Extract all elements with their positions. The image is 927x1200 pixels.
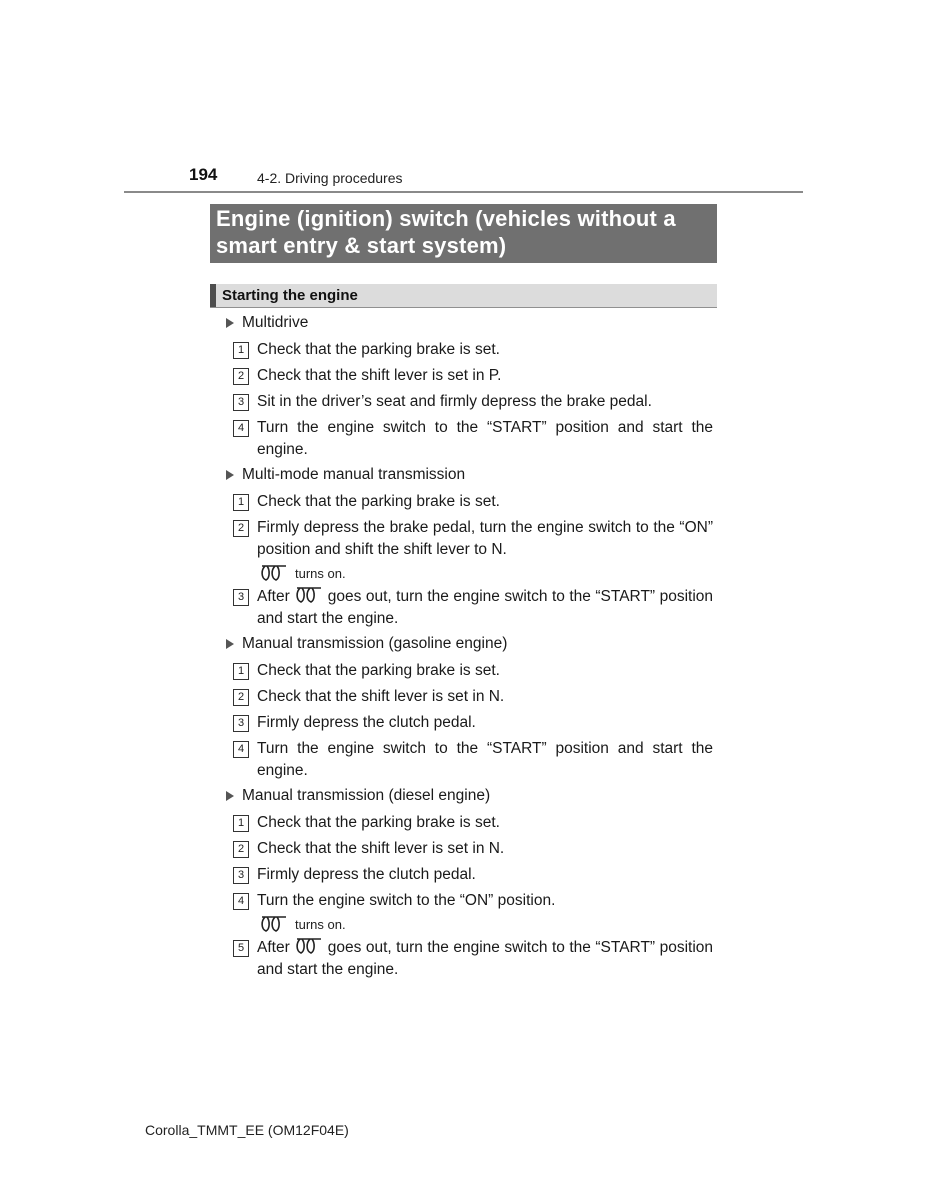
step <box>233 517 713 561</box>
step <box>233 339 713 361</box>
section-label: 4-2. Driving procedures <box>257 170 403 186</box>
step-number: 3 <box>233 715 249 732</box>
subheading-accent <box>210 284 216 307</box>
step-number: 3 <box>233 867 249 884</box>
group-heading-label: Manual transmission (diesel engine) <box>242 787 491 804</box>
step <box>233 491 713 513</box>
step-number: 3 <box>233 589 249 606</box>
group-heading-label: Multi-mode manual transmission <box>242 466 466 483</box>
subheading-bar <box>210 284 717 308</box>
step-text <box>257 586 713 630</box>
step <box>233 417 713 461</box>
group-heading-label: Manual transmission (gasoline engine) <box>242 635 508 652</box>
step-text-before: After <box>257 588 290 605</box>
step-text-after: goes out, turn the engine switch to the “START” position and start the engine. <box>257 939 713 978</box>
step <box>233 686 713 708</box>
step <box>233 738 713 782</box>
step-text-before: After <box>257 939 290 956</box>
glow-plug-indicator-icon <box>259 915 289 933</box>
step-number: 2 <box>233 689 249 706</box>
section-title: Engine (ignition) switch (vehicles without a smart entry & start system) <box>210 204 717 263</box>
step-text: Check that the parking brake is set. <box>257 341 500 358</box>
step-number: 2 <box>233 841 249 858</box>
subheading-title: Starting the engine <box>222 287 358 304</box>
step <box>233 937 713 981</box>
step-number: 2 <box>233 520 249 537</box>
group-heading <box>222 313 713 333</box>
step-text: Check that the shift lever is set in N. <box>257 840 505 857</box>
triangle-bullet-icon <box>226 470 234 480</box>
step <box>233 365 713 387</box>
step <box>233 712 713 734</box>
step-text: Check that the parking brake is set. <box>257 493 500 510</box>
step-text: Check that the shift lever is set in N. <box>257 688 505 705</box>
step-text: Firmly depress the clutch pedal. <box>257 714 476 731</box>
step-text: Firmly depress the clutch pedal. <box>257 866 476 883</box>
indicator-note-text: turns on. <box>295 916 346 932</box>
page-number: 194 <box>189 165 218 184</box>
step <box>233 838 713 860</box>
glow-plug-indicator-icon <box>294 937 324 955</box>
footer-doc-code: Corolla_TMMT_EE (OM12F04E) <box>145 1122 349 1138</box>
indicator-note-text: turns on. <box>295 565 346 581</box>
glow-plug-indicator-icon <box>294 586 324 604</box>
step-number: 1 <box>233 342 249 359</box>
step-number: 3 <box>233 394 249 411</box>
step <box>233 391 713 413</box>
group-heading <box>222 465 713 485</box>
step-number: 4 <box>233 420 249 437</box>
step <box>233 812 713 834</box>
step <box>233 586 713 630</box>
step-text-after: goes out, turn the engine switch to the “START” position and start the engine. <box>257 588 713 627</box>
group-heading <box>222 786 713 806</box>
group-heading-label: Multidrive <box>242 314 309 331</box>
glow-plug-indicator-icon <box>259 564 289 582</box>
triangle-bullet-icon <box>226 791 234 801</box>
header-divider <box>124 191 803 193</box>
step-text: Turn the engine switch to the “START” position and start the engine. <box>257 419 713 458</box>
instructions <box>222 313 713 985</box>
step-number: 4 <box>233 741 249 758</box>
step-text: Turn the engine switch to the “ON” position. <box>257 892 556 909</box>
triangle-bullet-icon <box>226 318 234 328</box>
indicator-note <box>259 563 713 583</box>
triangle-bullet-icon <box>226 639 234 649</box>
step-text: Turn the engine switch to the “START” position and start the engine. <box>257 740 713 779</box>
step-text: Firmly depress the brake pedal, turn the engine switch to the “ON” position and shift the shift lever to N. <box>257 519 713 558</box>
step-text: Check that the parking brake is set. <box>257 814 500 831</box>
step <box>233 890 713 912</box>
group-heading <box>222 634 713 654</box>
step-text <box>257 937 713 981</box>
step-number: 2 <box>233 368 249 385</box>
indicator-note <box>259 914 713 934</box>
step <box>233 864 713 886</box>
step-number: 1 <box>233 663 249 680</box>
step-text: Check that the shift lever is set in P. <box>257 367 502 384</box>
step-number: 5 <box>233 940 249 957</box>
step-text: Sit in the driver’s seat and firmly depress the brake pedal. <box>257 393 652 410</box>
step-number: 1 <box>233 494 249 511</box>
step-number: 1 <box>233 815 249 832</box>
step <box>233 660 713 682</box>
step-number: 4 <box>233 893 249 910</box>
step-text: Check that the parking brake is set. <box>257 662 500 679</box>
